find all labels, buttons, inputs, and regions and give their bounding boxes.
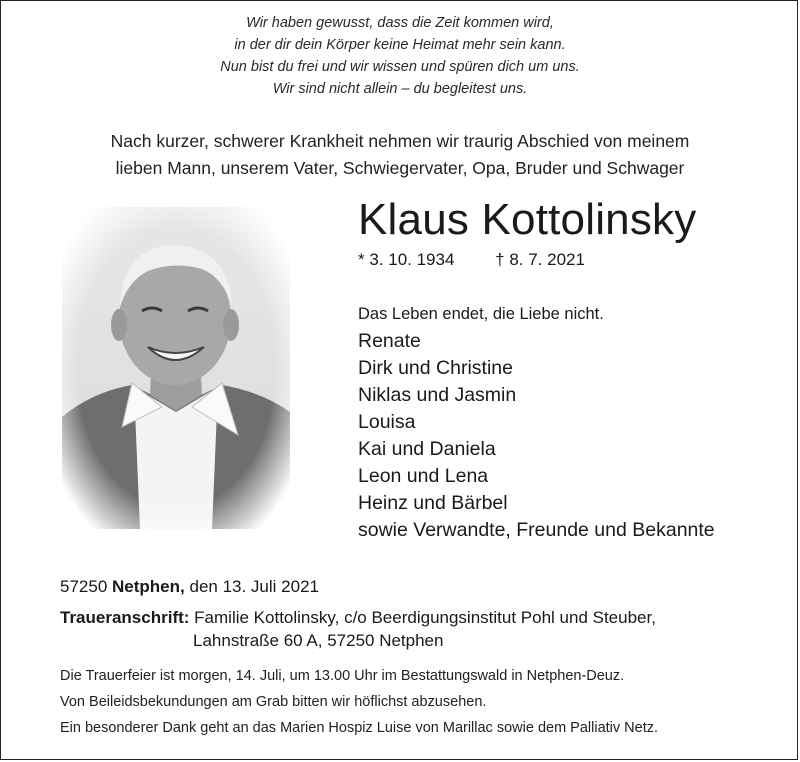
poem-line: Wir haben gewusst, dass die Zeit kommen wird, [246, 15, 554, 31]
place-date [60, 575, 319, 599]
family-member: Niklas und Jasmin [358, 384, 517, 406]
family-member: Kai und Daniela [358, 438, 496, 460]
note-line: Ein besonderer Dank geht an das Marien Hospiz Luise von Marillac sowie dem Palliativ Netz. [60, 720, 659, 736]
life-dates [358, 248, 585, 272]
note-line: Die Trauerfeier ist morgen, 14. Juli, um 13.00 Uhr im Bestattungswald in Netphen-Deuz. [60, 668, 625, 684]
intro-line: lieben Mann, unserem Vater, Schwiegervater, Opa, Bruder und Schwager [115, 158, 685, 178]
family-member: Heinz und Bärbel [358, 492, 508, 514]
family-member: sowie Verwandte, Freunde und Bekannte [358, 519, 715, 541]
poem [0, 12, 800, 100]
family-list [358, 328, 715, 544]
poem-line: Nun bist du frei und wir wissen und spüren dich um uns. [220, 59, 580, 75]
motto: Das Leben endet, die Liebe nicht. [358, 305, 604, 323]
poem-line: Wir sind nicht allein – du begleitest uns. [272, 81, 528, 97]
family-member: Renate [358, 330, 421, 352]
poem-line: in der dir dein Körper keine Heimat mehr sein kann. [234, 37, 566, 53]
birth-date: * 3. 10. 1934 [358, 250, 455, 269]
family-member: Leon und Lena [358, 465, 489, 487]
death-date: † 8. 7. 2021 [495, 250, 585, 269]
notice-date: den 13. Juli 2021 [189, 577, 319, 596]
intro-text [0, 128, 800, 182]
family-member: Louisa [358, 411, 416, 433]
portrait-photo [62, 207, 290, 529]
notes [60, 663, 658, 741]
address-line-2: Lahnstraße 60 A, 57250 Netphen [193, 631, 444, 650]
city: Netphen, [112, 577, 185, 596]
zip-code: 57250 [60, 577, 108, 596]
intro-line: Nach kurzer, schwerer Krankheit nehmen wir traurig Abschied von meinem [110, 131, 690, 151]
mourning-address [60, 606, 656, 652]
family-member: Dirk und Christine [358, 357, 513, 379]
address-line-1: Familie Kottolinsky, c/o Beerdigungsinstitut Pohl und Steuber, [194, 608, 656, 627]
note-line: Von Beileidsbekundungen am Grab bitten wir höflichst abzusehen. [60, 694, 487, 710]
deceased-name: Klaus Kottolinsky [358, 195, 697, 244]
address-label: Traueranschrift: [60, 608, 190, 627]
